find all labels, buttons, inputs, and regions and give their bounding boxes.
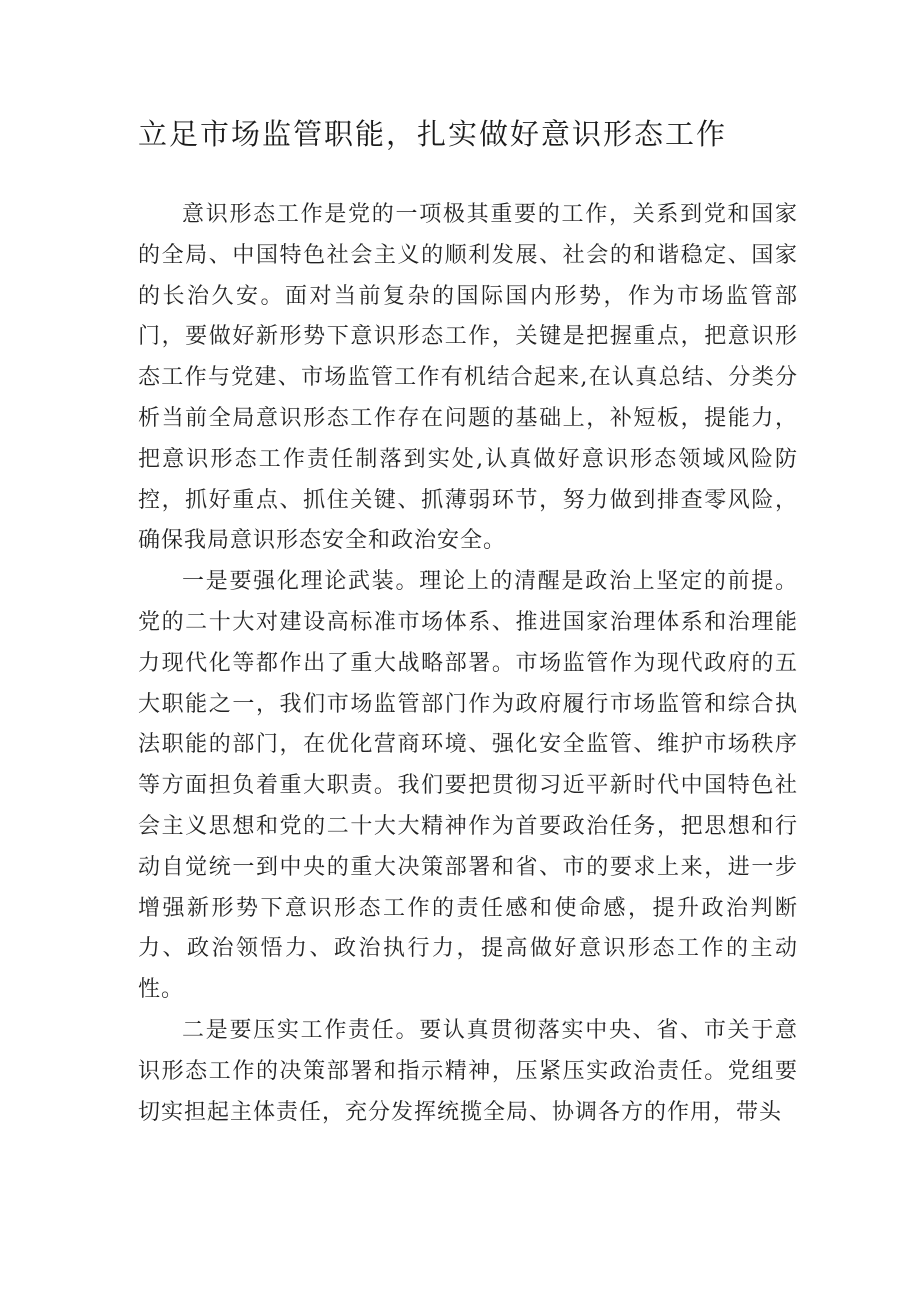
document-body [138, 195, 798, 1133]
paragraph-responsibility: 二是要压实工作责任。要认真贯彻落实中央、省、市关于意识形态工作的决策部署和指示精神，压紧压实政治责任。党组要切实担起主体责任，充分发挥统揽全局、协调各方的作用，带头 [138, 1017, 798, 1125]
paragraph-intro: 意识形态工作是党的一项极其重要的工作，关系到党和国家的全局、中国特色社会主义的顺利发展、社会的和谐稳定、国家的长治久安。面对当前复杂的国际国内形势，作为市场监管部门，要做好新形势下意识形态工作，关键是把握重点，把意识形态工作与党建、市场监管工作有机结合起来,在认真总结、分类分析当前全局意识形态工作存在问题的基础上，补短板，提能力，把意识形态工作责任制落到实处,认真做好意识形态领域风险防控，抓好重点、抓住关键、抓薄弱环节，努力做到排查零风险，确保我局意识形态安全和政治安全。 [138, 202, 798, 554]
paragraph-theory: 一是要强化理论武装。理论上的清醒是政治上坚定的前提。党的二十大对建设高标准市场体系、推进国家治理体系和治理能力现代化等都作出了重大战略部署。市场监管作为现代政府的五大职能之一，我们市场监管部门作为政府履行市场监管和综合执法职能的部门，在优化营商环境、强化安全监管、维护市场秩序等方面担负着重大职责。我们要把贯彻习近平新时代中国特色社会主义思想和党的二十大大精神作为首要政治任务，把思想和行动自觉统一到中央的重大决策部署和省、市的要求上来，进一步增强新形势下意识形态工作的责任感和使命感，提升政治判断力、政治领悟力、政治执行力，提高做好意识形态工作的主动性。 [138, 569, 798, 1003]
document-title: 立足市场监管职能，扎实做好意识形态工作 [138, 117, 728, 151]
